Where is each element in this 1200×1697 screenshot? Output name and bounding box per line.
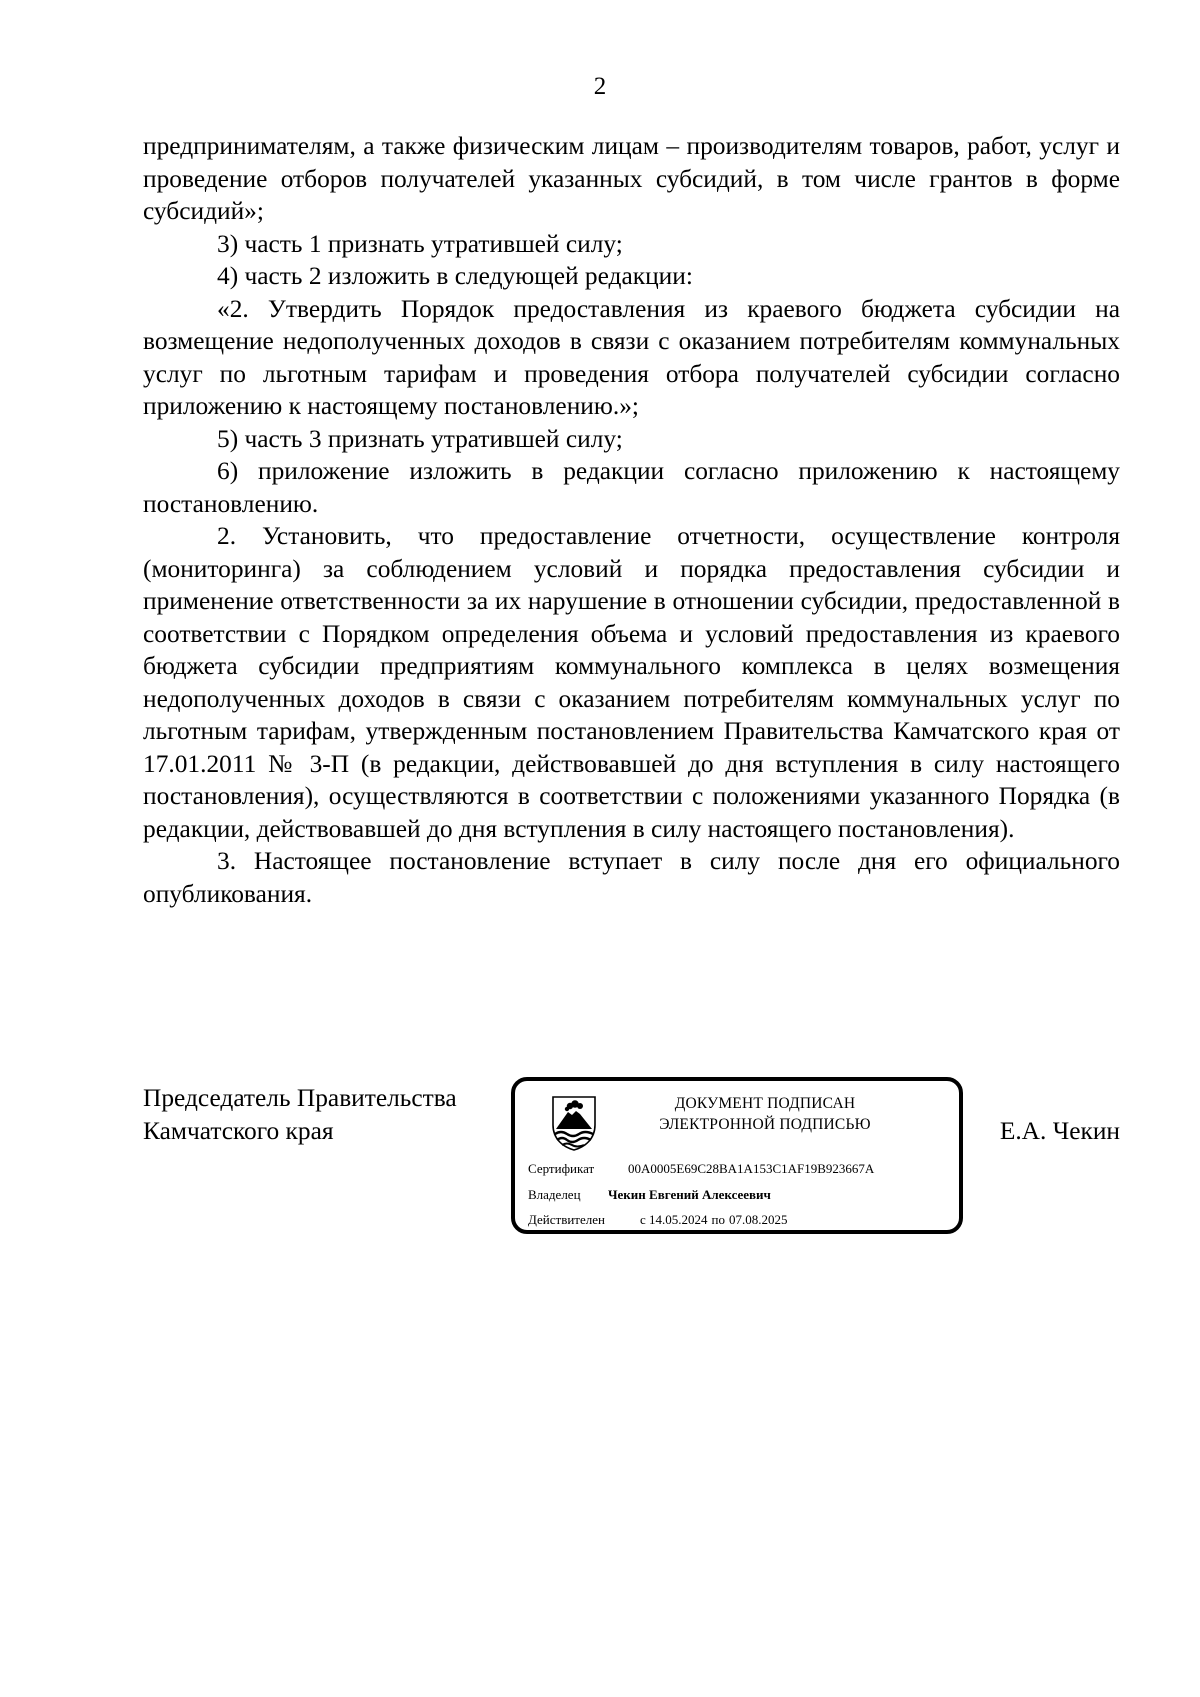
- stamp-validity-row: [528, 1212, 788, 1228]
- signer-position-line-1: Председатель Правительства: [143, 1084, 457, 1112]
- certificate-label: Сертификат: [528, 1161, 595, 1176]
- signer-name: Е.А. Чекин: [999, 1117, 1120, 1145]
- body-paragraph: предпринимателям, а также физическим лицам – производителям товаров, работ, услуг и проведение отборов получателей указанных субсидий, в том числе грантов в форме субсидий»;: [143, 132, 1120, 225]
- valid-to-label: по: [711, 1212, 725, 1227]
- document-body: [143, 130, 1120, 910]
- valid-to-date: 07.08.2025: [729, 1212, 788, 1227]
- stamp-title-line-1: ДОКУМЕНТ ПОДПИСАН: [674, 1095, 856, 1112]
- stamp-owner-row: [528, 1187, 771, 1203]
- body-paragraph: 6) приложение изложить в редакции согласно приложению к настоящему постановлению.: [143, 457, 1120, 518]
- owner-value: Чекин Евгений Алексеевич: [608, 1187, 771, 1202]
- signer-position: [143, 1082, 457, 1147]
- electronic-signature-stamp: [511, 1077, 963, 1234]
- page-number: 2: [593, 73, 607, 100]
- stamp-title-line-2: ЭЛЕКТРОННОЙ ПОДПИСЬЮ: [659, 1116, 871, 1133]
- stamp-title: [615, 1093, 915, 1135]
- body-paragraph: 2. Установить, что предоставление отчетности, осуществление контроля (мониторинга) за соблюдением условий и порядка предоставления субсидии и применение ответственности за их нарушение в отношении субсидии, предоставленной в соответствии с Порядком определения объема и условий предоставления из краевого бюджета субсидии предприятиям коммунального комплекса в целях возмещения недополученных доходов в связи с оказанием потребителям коммунальных услуг по льготным тарифам, утвержденным постановлением Правительства Камчатского края от 17.01.2011 № 3-П (в редакции, действовавшей до дня вступления в силу настоящего постановления), осуществляются в соответствии с положениями указанного Порядка (в редакции, действовавшей до дня вступления в силу настоящего постановления).: [143, 522, 1120, 843]
- body-paragraph: 3) часть 1 признать утратившей силу;: [217, 229, 623, 258]
- valid-from-label: с: [640, 1212, 646, 1227]
- valid-label: Действителен: [528, 1212, 605, 1227]
- stamp-certificate-row: [528, 1161, 874, 1177]
- owner-label: Владелец: [528, 1187, 581, 1202]
- signer-position-line-2: Камчатского края: [143, 1116, 334, 1145]
- body-paragraph: 4) часть 2 изложить в следующей редакции:: [217, 262, 693, 290]
- kamchatka-coat-of-arms-icon: [550, 1095, 598, 1151]
- body-paragraph: 3. Настоящее постановление вступает в силу после дня его официального опубликования.: [143, 847, 1120, 908]
- valid-from-date: 14.05.2024: [649, 1212, 708, 1227]
- body-paragraph: «2. Утвердить Порядок предоставления из краевого бюджета субсидии на возмещение недополученных доходов в связи с оказанием потребителям коммунальных услуг по льготным тарифам и проведения отбора получателей субсидии согласно приложению к настоящему постановлению.»;: [143, 294, 1120, 420]
- certificate-value: 00A0005E69C28BA1A153C1AF19B923667A: [628, 1161, 875, 1176]
- body-paragraph: 5) часть 3 признать утратившей силу;: [217, 424, 623, 453]
